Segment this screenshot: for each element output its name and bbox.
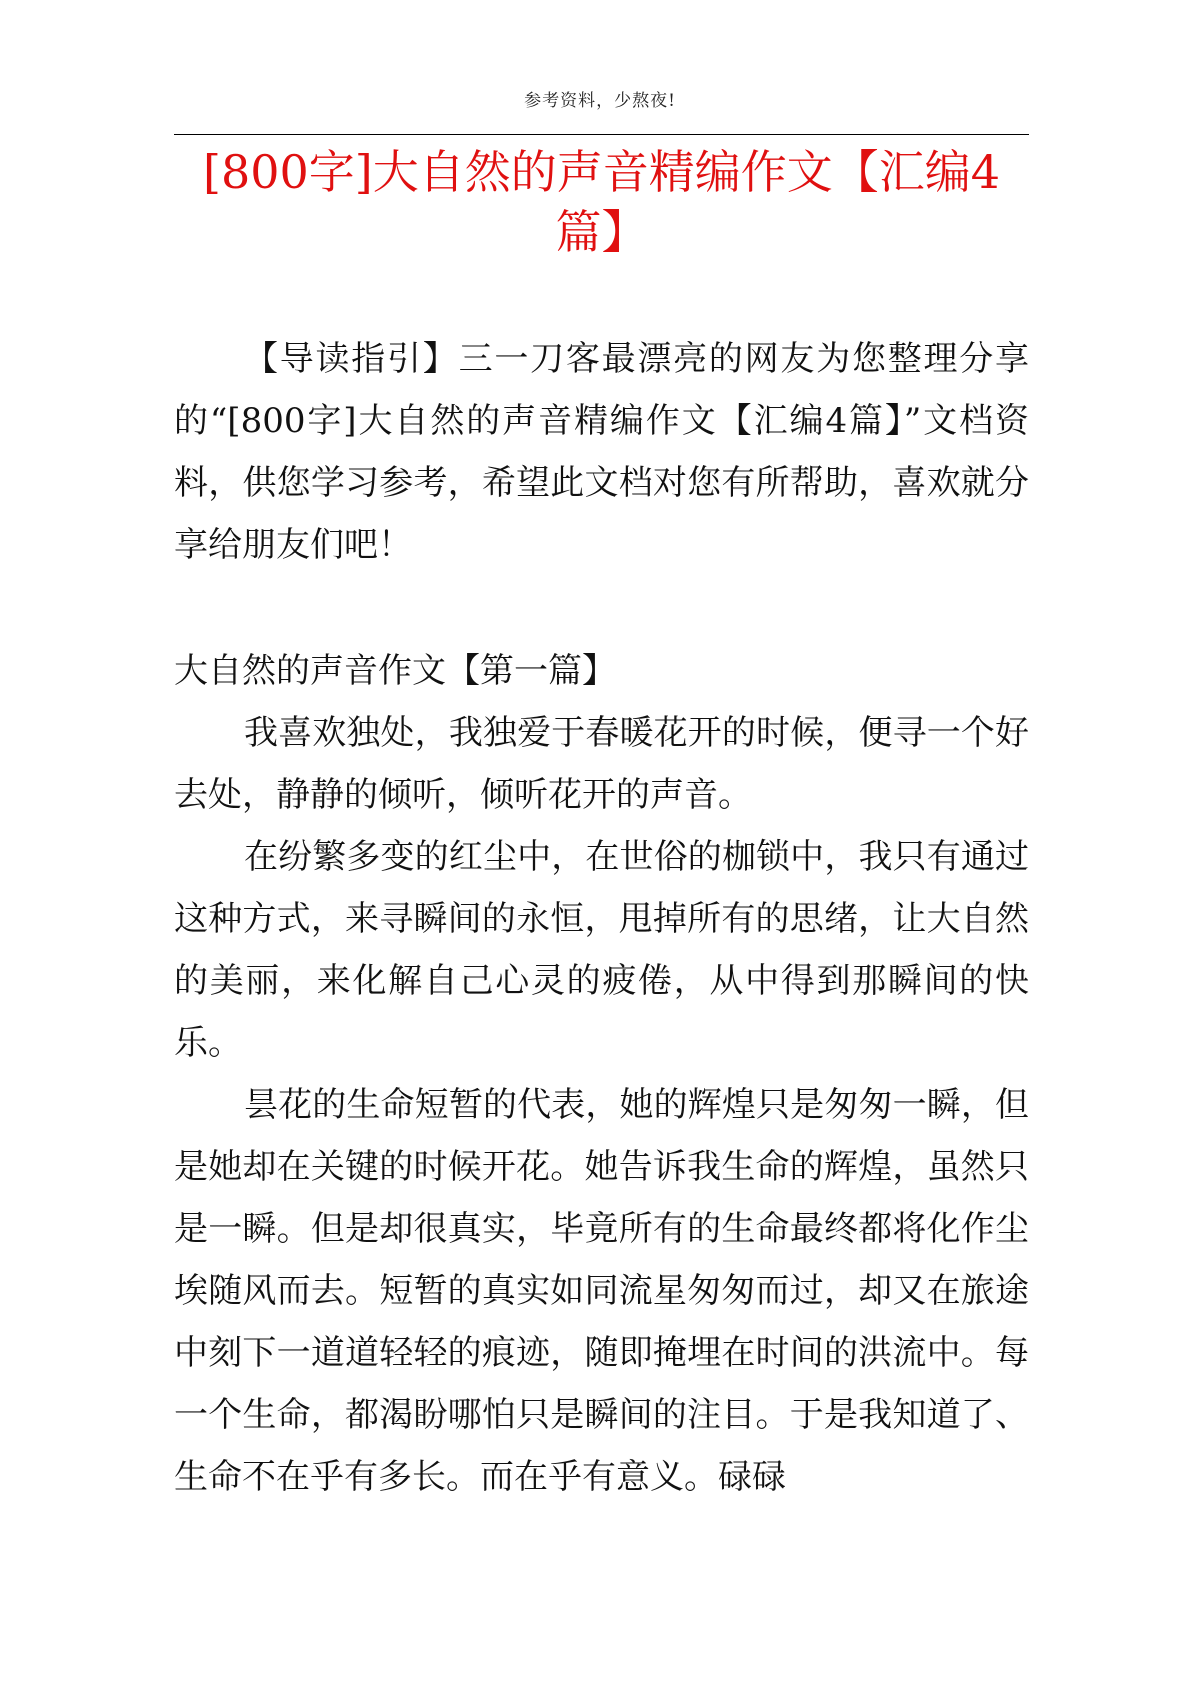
body-paragraph: 在纷繁多变的红尘中，在世俗的枷锁中，我只有通过这种方式，来寻瞬间的永恒，甩掉所有的思绪，让大自然的美丽，来化解自己心灵的疲倦，从中得到那瞬间的快乐。 — [174, 837, 1029, 1063]
body-paragraph: 昙花的生命短暂的代表，她的辉煌只是匆匆一瞬，但是她却在关键的时候开花。她告诉我生命的辉煌，虽然只是一瞬。但是却很真实，毕竟所有的生命最终都将化作尘埃随风而去。短暂的真实如同流星匆匆而过，却又在旅途中刻下一道道轻轻的痕迹，随即掩埋在时间的洪流中。每一个生命，都渴盼哪怕只是瞬间的注目。于是我知道了、生命不在乎有多长。而在乎有意义。碌碌 — [174, 1085, 1029, 1497]
section-heading: 大自然的声音作文【第一篇】 — [174, 651, 616, 691]
document-title: [800字]大自然的声音精编作文【汇编4篇】 — [203, 145, 1000, 259]
header-divider — [174, 134, 1029, 135]
header-note: 参考资料，少熬夜! — [524, 91, 676, 111]
body-paragraph: 我喜欢独处，我独爱于春暖花开的时候，便寻一个好去处，静静的倾听，倾听花开的声音。 — [174, 713, 1029, 815]
intro-paragraph: 【导读指引】三一刀客最漂亮的网友为您整理分享的“[800字]大自然的声音精编作文【汇编4篇】”文档资料，供您学习参考，希望此文档对您有所帮助，喜欢就分享给朋友们吧！ — [174, 339, 1029, 565]
